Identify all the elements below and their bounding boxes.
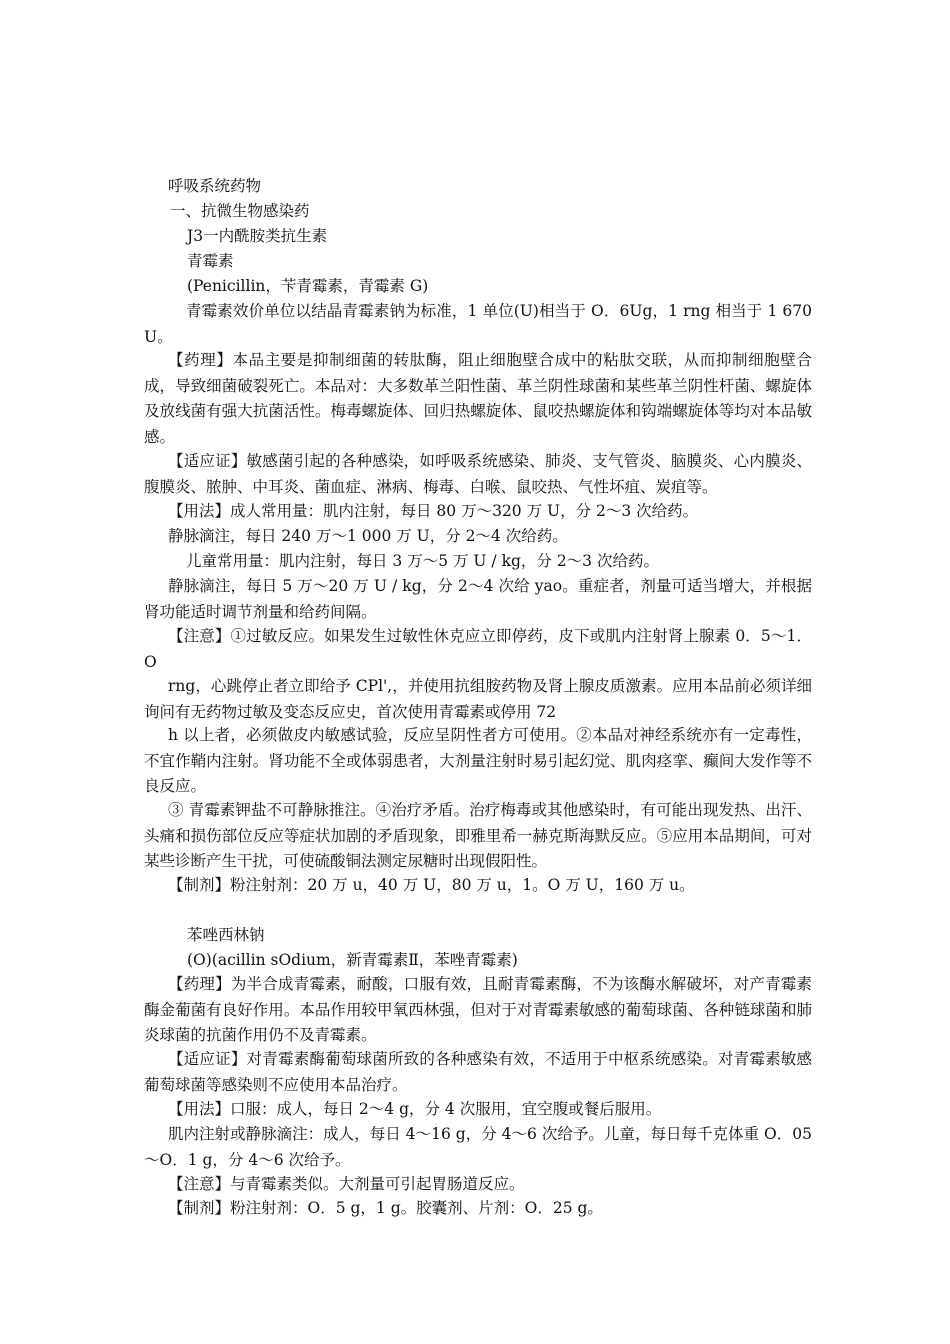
preparation-paragraph: 【制剂】粉注射剂：20 万 u，40 万 U，80 万 u，1。O 万 U，160 万 u。 <box>168 876 695 894</box>
caution-paragraph-1: 【注意】①过敏反应。如果发生过敏性休克应立即停药，皮下或肌内注射肾上腺素 0．5～1．O <box>144 627 812 671</box>
drug-name-penicillin: 青霉素 <box>187 252 234 270</box>
oxacillin-pharmacology-paragraph: 【药理】为半合成青霉素，耐酸，口服有效，且耐青霉素酶，不为该酶水解破坏，对产青霉素酶金葡菌有良好作用。本品作用较甲氧西林强，但对于对青霉素敏感的葡萄球菌、各种链球菌和肺炎球菌的抗菌作用仍不及青霉素。 <box>144 975 812 1045</box>
usage-child-paragraph: 儿童常用量：肌内注射，每日 3 万～5 万 U / kg，分 2～3 次给药。 <box>186 552 659 570</box>
oxacillin-usage-oral-paragraph: 【用法】口服：成人，每日 2～4 g，分 4 次服用，宜空腹或餐后服用。 <box>168 1100 662 1118</box>
unit-intro-paragraph: 青霉素效价单位以结晶青霉素钠为标准，1 单位(U)相当于 O．6Ug，1 rng 相当于 1 670 U。 <box>144 302 812 346</box>
usage-adult-paragraph: 【用法】成人常用量：肌内注射，每日 80 万～320 万 U，分 2～3 次给药。 <box>168 502 699 520</box>
oxacillin-indications-paragraph: 【适应证】对青霉素酶葡萄球菌所致的各种感染有效，不适用于中枢系统感染。对青霉素敏感葡萄球菌等感染则不应使用本品治疗。 <box>144 1050 812 1094</box>
drug-name-oxacillin: 苯唑西林钠 <box>187 926 265 944</box>
usage-adult-iv-paragraph: 静脉滴注，每日 240 万～1 000 万 U，分 2～4 次给药。 <box>168 527 568 545</box>
drug-alias-penicillin: (Penicillin，苄青霉素，青霉素 G) <box>187 277 429 295</box>
caution-paragraph-4: ③ 青霉素钾盐不可静脉推注。④治疗矛盾。治疗梅毒或其他感染时，有可能出现发热、出汗、头痛和损伤部位反应等症状加剧的矛盾现象，即雅里希一赫克斯海默反应。⑤应用本品期间，可对某些诊断产生干扰，可使硫酸铜法测定尿糖时出现假阳性。 <box>144 801 812 871</box>
oxacillin-caution-paragraph: 【注意】与青霉素类似。大剂量可引起胃肠道反应。 <box>168 1175 525 1193</box>
usage-child-iv-paragraph: 静脉滴注，每日 5 万～20 万 U / kg，分 2～4 次给 yao。重症者，剂量可适当增大，并根据肾功能适时调节剂量和给药间隔。 <box>144 577 812 621</box>
subsection-heading: J3一内酰胺类抗生素 <box>187 227 328 245</box>
oxacillin-usage-injection-paragraph: 肌内注射或静脉滴注：成人，每日 4～16 g，分 4～6 次给予。儿童，每日每千克体重 O．05～O．1 g，分 4～6 次给予。 <box>144 1125 812 1169</box>
doc-title: 呼吸系统药物 <box>168 177 262 195</box>
drug-alias-oxacillin: (O)(acillin sOdium，新青霉素Ⅱ，苯唑青霉素) <box>187 951 518 969</box>
section-heading: 一、抗微生物感染药 <box>170 202 310 220</box>
indications-paragraph: 【适应证】敏感菌引起的各种感染，如呼吸系统感染、肺炎、支气管炎、脑膜炎、心内膜炎、腹膜炎、脓肿、中耳炎、菌血症、淋病、梅毒、白喉、鼠咬热、气性坏疽、炭疽等。 <box>144 452 812 496</box>
oxacillin-preparation-paragraph: 【制剂】粉注射剂：O．5 g，1 g。胶囊剂、片剂：O．25 g。 <box>168 1199 603 1217</box>
pharmacology-paragraph: 【药理】本品主要是抑制细菌的转肽酶，阻止细胞壁合成中的粘肽交联，从而抑制细胞壁合成，导致细菌破裂死亡。本品对：大多数革兰阳性菌、革兰阴性球菌和某些革兰阴性杆菌、螺旋体及放线菌有强大抗菌活性。梅毒螺旋体、回归热螺旋体、鼠咬热螺旋体和钩端螺旋体等均对本品敏感。 <box>144 351 812 446</box>
caution-paragraph-3: h 以上者，必须做皮内敏感试验，反应呈阴性者方可使用。②本品对神经系统亦有一定毒性，不宜作鞘内注射。肾功能不全或体弱患者，大剂量注射时易引起幻觉、肌肉痉挛、癫间大发作等不良反应。 <box>144 726 812 796</box>
caution-paragraph-2: rng，心跳停止者立即给予 CPl',，并使用抗组胺药物及肾上腺皮质激素。应用本品前必须详细询问有无药物过敏及变态反应史，首次使用青霉素或停用 72 <box>144 677 812 721</box>
